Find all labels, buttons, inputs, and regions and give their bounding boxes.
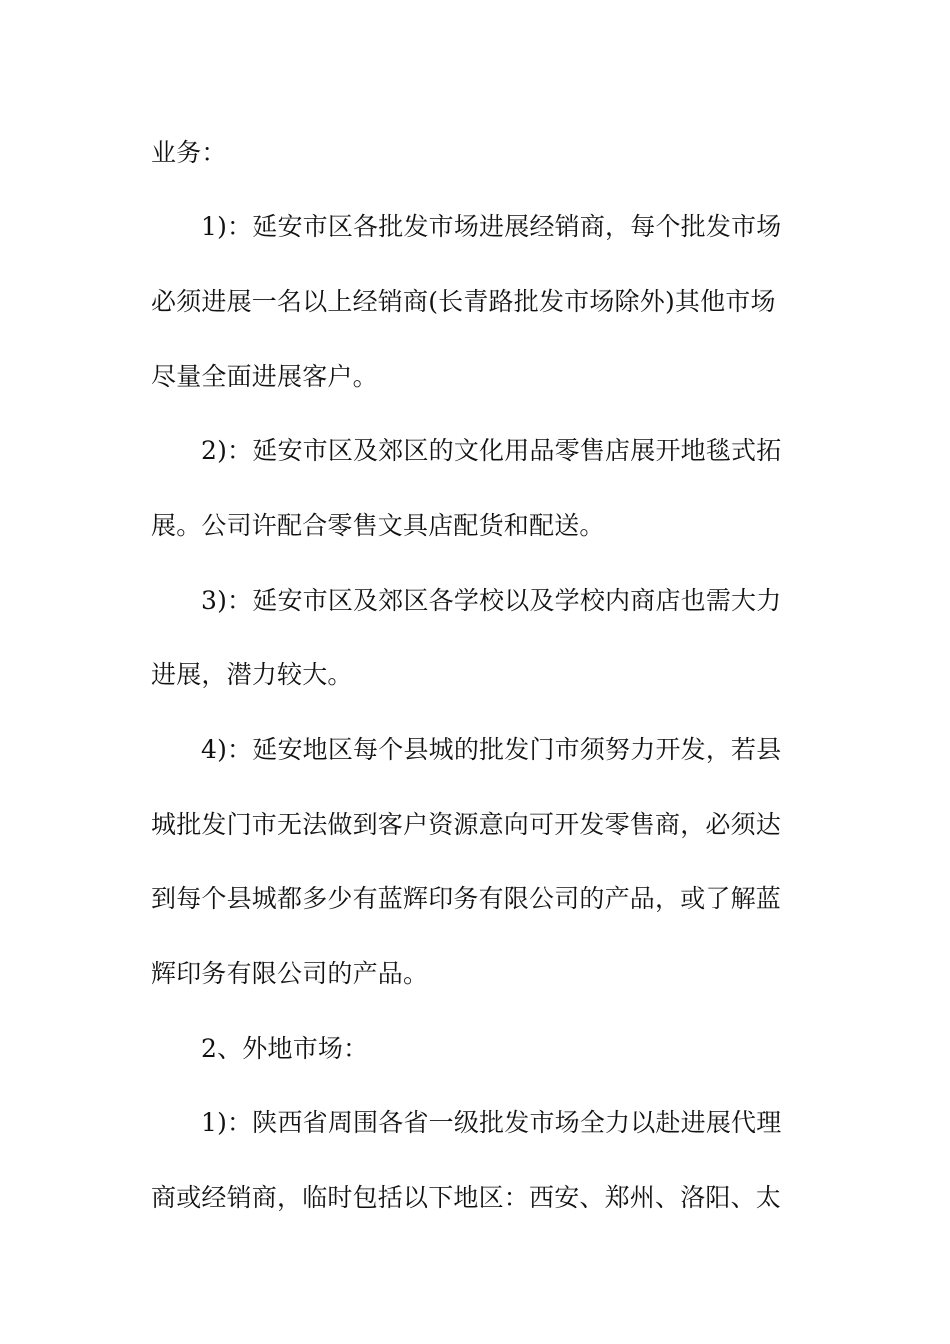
paragraph-line: 3)：延安市区及郊区各学校以及学校内商店也需大力 — [201, 586, 782, 615]
paragraph-line: 业务： — [151, 138, 227, 167]
paragraph-line: 必须进展一名以上经销商(长青路批发市场除外)其他市场 — [151, 287, 776, 316]
paragraph-line: 2)：延安市区及郊区的文化用品零售店展开地毯式拓 — [201, 436, 782, 465]
paragraph-line: 辉印务有限公司的产品。 — [151, 959, 429, 988]
paragraph-line: 进展，潜力较大。 — [151, 660, 353, 689]
paragraph-line: 展。公司许配合零售文具店配货和配送。 — [151, 511, 605, 540]
paragraph-line: 城批发门市无法做到客户资源意向可开发零售商，必须达 — [151, 810, 782, 839]
paragraph-line: 4)：延安地区每个县城的批发门市须努力开发，若县 — [201, 735, 782, 764]
paragraph-line: 商或经销商，临时包括以下地区：西安、郑州、洛阳、太 — [151, 1183, 782, 1212]
paragraph-line: 1)：陕西省周围各省一级批发市场全力以赴进展代理 — [201, 1108, 782, 1137]
paragraph-line: 到每个县城都多少有蓝辉印务有限公司的产品，或了解蓝 — [151, 884, 782, 913]
section-heading: 2、外地市场： — [201, 1034, 369, 1063]
paragraph-line: 尽量全面进展客户。 — [151, 362, 378, 391]
paragraph-line: 1)：延安市区各批发市场进展经销商，每个批发市场 — [201, 212, 782, 241]
